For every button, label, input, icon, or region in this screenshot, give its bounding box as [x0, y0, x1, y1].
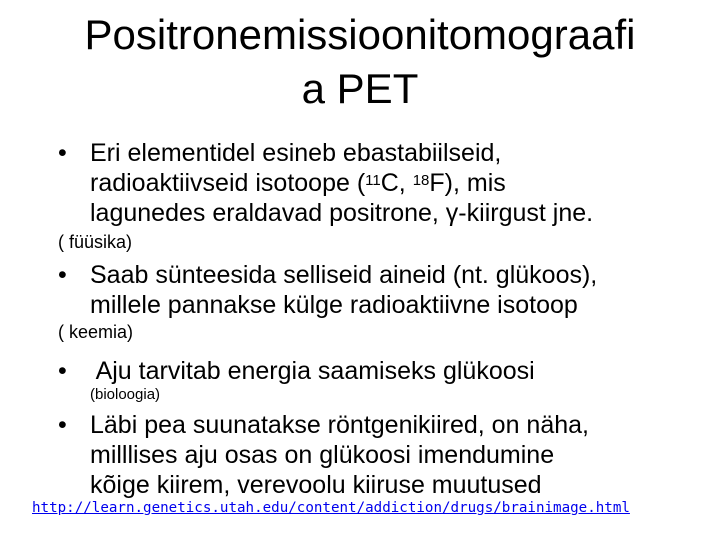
bullet-marker: •	[58, 139, 67, 167]
title-line-1: Positronemissioonitomograafi	[84, 11, 636, 58]
note-chemistry: ( keemia)	[58, 322, 134, 342]
note-physics: ( füüsika)	[58, 232, 133, 252]
bullet-text	[90, 138, 593, 228]
bullet-text	[90, 410, 589, 500]
bullet-line: Saab sünteesida selliseid aineid (nt. glükoos),	[90, 261, 598, 289]
source-link[interactable]: http://learn.genetics.utah.edu/content/addiction/drugs/brainimage.html	[32, 500, 630, 516]
bullet-marker: •	[58, 411, 67, 439]
bullet-line	[90, 168, 593, 198]
bullet-line: millele pannakse külge radioaktiivne isotoop	[90, 291, 578, 319]
title-line-2: a PET	[301, 65, 419, 112]
text-run: radioaktiivseid isotoope (	[90, 169, 366, 197]
bullet-line: milllises aju osas on glükoosi imendumine	[90, 441, 555, 469]
bullet-text	[90, 356, 535, 386]
slide-title	[40, 8, 680, 116]
bullet-text	[90, 260, 597, 320]
superscript: 11	[365, 172, 381, 189]
bullet-line: kõige kiirem, verevoolu kiiruse muutused	[90, 471, 542, 499]
superscript: 18	[412, 172, 430, 189]
bullet-line: Läbi pea suunatakse röntgenikiired, on näha,	[90, 411, 589, 439]
bullet-marker: •	[58, 357, 67, 385]
text-run: C,	[380, 169, 413, 197]
text-run: F), mis	[429, 169, 506, 197]
bullet-marker: •	[58, 261, 67, 289]
bullet-line: Aju tarvitab energia saamiseks glükoosi	[90, 357, 535, 385]
note-biology: (bioloogia)	[90, 386, 161, 403]
bullet-line: lagunedes eraldavad positrone, γ-kiirgust jne.	[90, 199, 594, 227]
bullet-line: Eri elementidel esineb ebastabiilseid,	[90, 139, 502, 167]
